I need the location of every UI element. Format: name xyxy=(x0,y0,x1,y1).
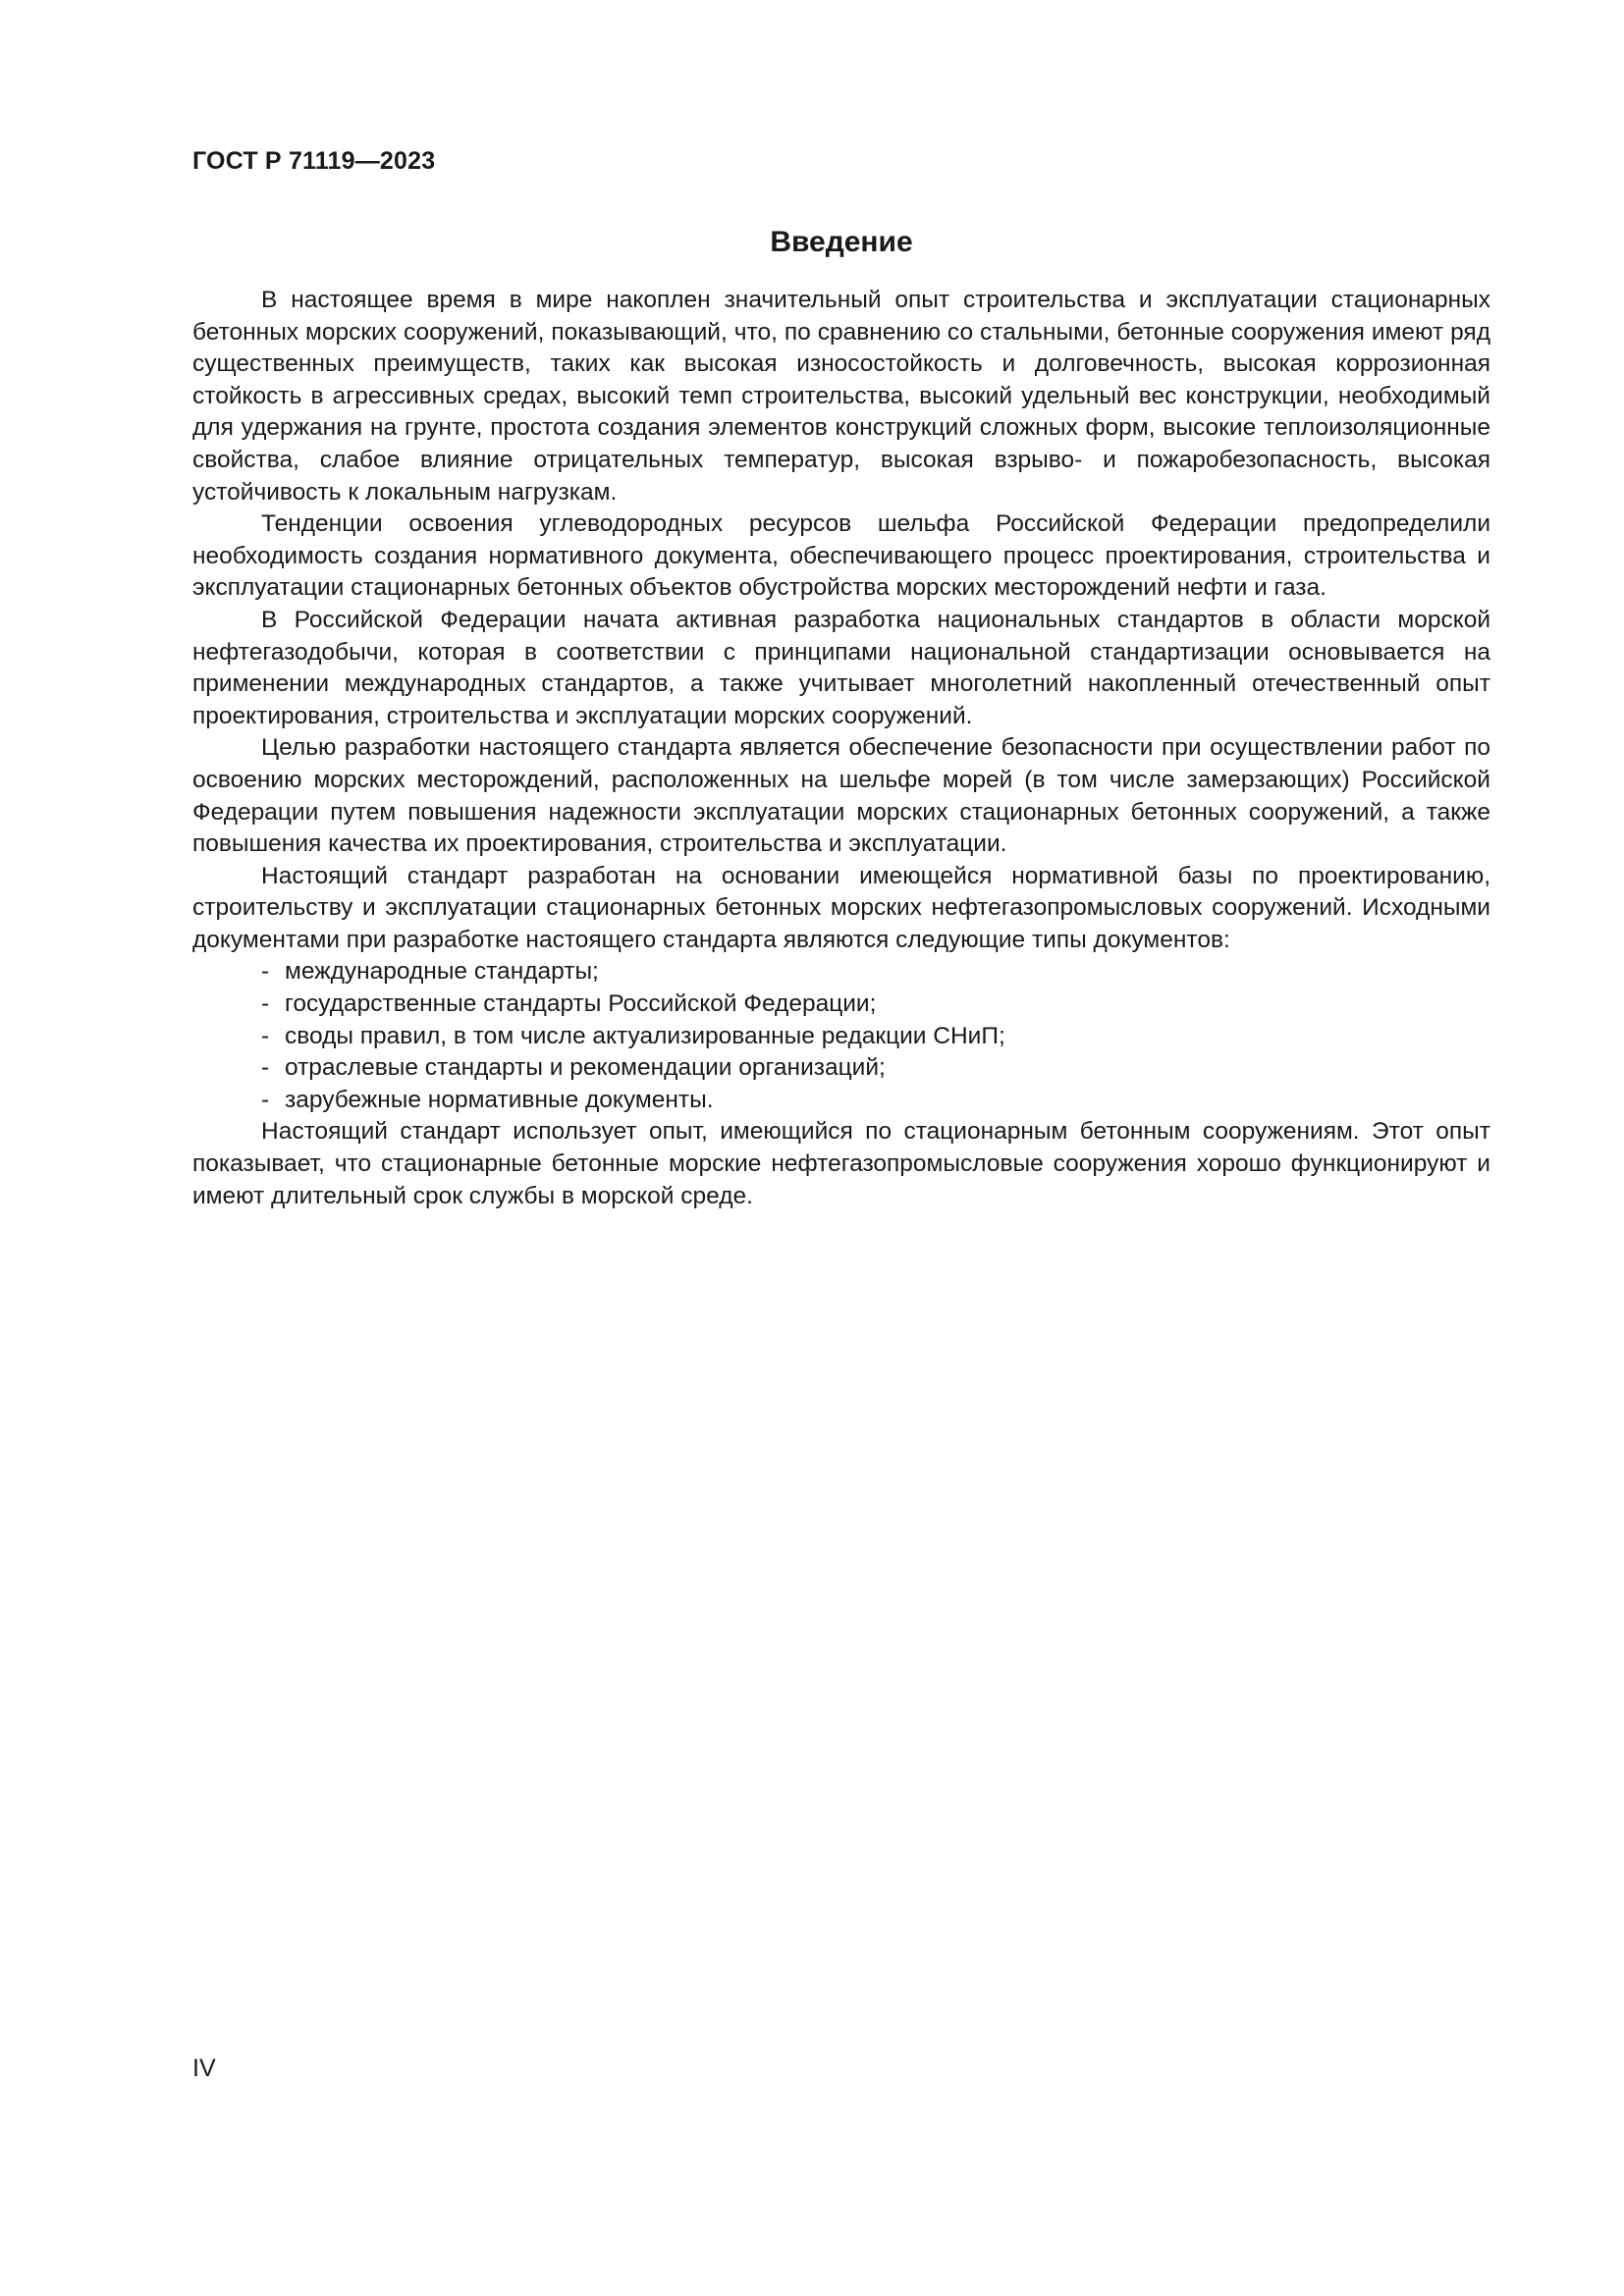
list-item xyxy=(192,956,1490,988)
list-item xyxy=(192,1085,1490,1117)
paragraph: Настоящий стандарт разработан на основании имеющейся нормативной базы по проектированию, строительству и эксплуатации стационарных бетонных морских нефтегазопромысловых сооружений. Исходными документами при разработке настоящего стандарта являются следующие типы документов: xyxy=(192,862,1490,953)
paragraph: Тенденции освоения углеводородных ресурсов шельфа Российской Федерации предопределили необходимость создания нормативного документа, обеспечивающего процесс проектирования, строительства и эксплуатации стационарных бетонных объектов обустройства морских месторождений нефти и газа. xyxy=(192,510,1490,602)
paragraph: Целью разработки настоящего стандарта является обеспечение безопасности при осуществлении работ по освоению морских месторождений, расположенных на шельфе морей (в том числе замерзающих) Российской Федерации путем повышения надежности эксплуатации морских стационарных бетонных сооружений, а также повышения качества их проектирования, строительства и эксплуатации. xyxy=(192,734,1490,858)
paragraph: В Российской Федерации начата активная разработка национальных стандартов в области морской нефтегазодобычи, которая в соответствии с принципами национальной стандартизации основывается на применении международных стандартов, а также учитывает многолетний накопленный отечественный опыт проектирования, строительства и эксплуатации морских сооружений. xyxy=(192,606,1490,729)
dash-marker: - xyxy=(261,1022,270,1049)
document-header-id: ГОСТ Р 71119—2023 xyxy=(192,147,436,175)
list-item xyxy=(192,988,1490,1021)
list-item-text: отраслевые стандарты и рекомендации организаций; xyxy=(285,1054,886,1082)
section-title: Введение xyxy=(770,226,913,258)
page-number: IV xyxy=(192,2055,216,2082)
dash-marker: - xyxy=(261,958,270,986)
dash-marker: - xyxy=(261,1086,270,1113)
document-types-list xyxy=(192,956,1490,1116)
list-item xyxy=(192,1052,1490,1085)
list-item-text: международные стандарты; xyxy=(285,958,599,986)
list-item-text: своды правил, в том числе актуализированные редакции СНиП; xyxy=(285,1022,1005,1049)
dash-marker: - xyxy=(261,1054,270,1082)
dash-marker: - xyxy=(261,990,270,1018)
body-text xyxy=(192,285,1490,1212)
paragraph: В настоящее время в мире накоплен значительный опыт строительства и эксплуатации стационарных бетонных морских сооружений, показывающий, что, по сравнению со стальными, бетонные сооружения имеют ряд существенных преимуществ, таких как высокая износостойкость и долговечность, высокая коррозионная стойкость в агрессивных средах, высокий темп строительства, высокий удельный вес конструкции, необходимый для удержания на грунте, простота создания элементов конструкций сложных форм, высокие теплоизоляционные свойства, слабое влияние отрицательных температур, высокая взрыво- и пожаробезопасность, высокая устойчивость к локальным нагрузкам. xyxy=(192,287,1490,506)
list-item-text: государственные стандарты Российской Федерации; xyxy=(285,990,877,1018)
list-item xyxy=(192,1021,1490,1053)
list-item-text: зарубежные нормативные документы. xyxy=(285,1086,714,1113)
paragraph: Настоящий стандарт использует опыт, имеющийся по стационарным бетонным сооружениям. Этот опыт показывает, что стационарные бетонные морские нефтегазопромысловые сооружения хорошо функционируют и имеют длительный срок службы в морской среде. xyxy=(192,1118,1490,1209)
